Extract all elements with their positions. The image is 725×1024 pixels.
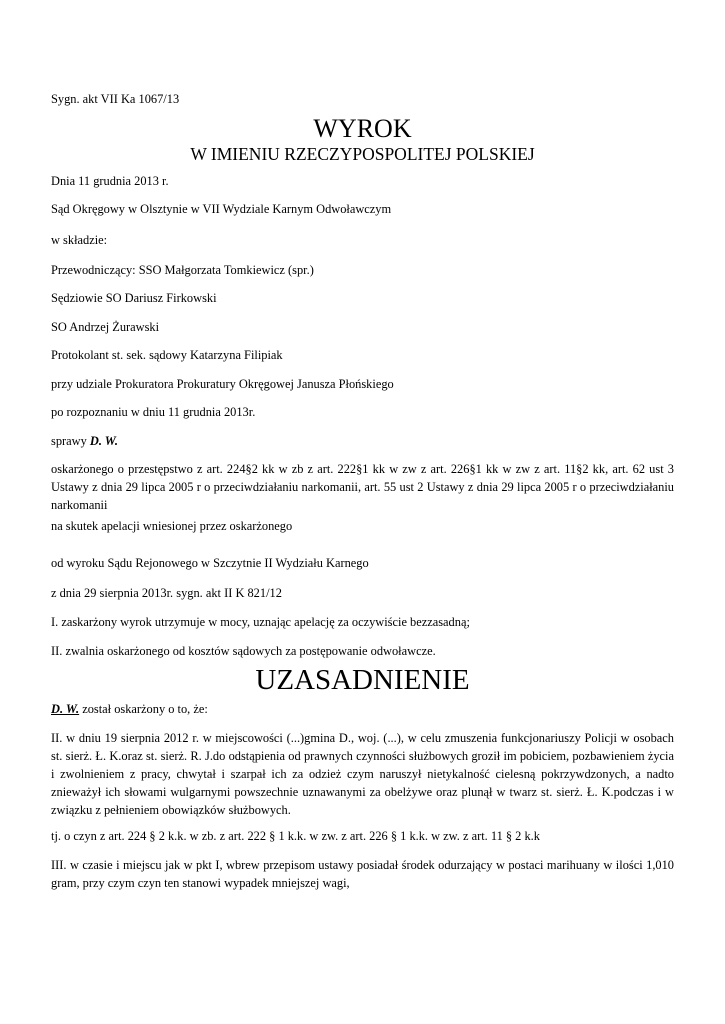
composition-label: w składzie: xyxy=(51,233,108,247)
hearing-line: po rozpoznaniu w dniu 11 grudnia 2013r. xyxy=(51,405,256,419)
court-name: Sąd Okręgowy w Olsztynie w VII Wydziale Karnym Odwoławczym xyxy=(51,202,392,216)
justification-defendant: D. W. xyxy=(51,702,80,716)
qualification-line: tj. o czyn z art. 224 § 2 k.k. w zb. z art. 222 § 1 k.k. w zw. z art. 226 § 1 k.k. w zw. z art. 11 § 2 k.k xyxy=(51,829,540,843)
charge-point-2: II. w dniu 19 sierpnia 2012 r. w miejscowości (...)gmina D., woj. (...), w celu zmuszenia funkcjonariuszy Policji w osobach st. sierż. Ł. K.oraz st. sierż. R. J.do odstąpienia od prawnych czynności służbowych groził im pobiciem, pozbawieniem życia i zwolnieniem z pracy, chwytał i szarpał ich za odzież czym naruszył nietykalność cielesną pokrzywdzonych, a nadto znieważył ich słowami wulgarnymi powszechnie uznawanymi za obelżywe oraz plunął w twarz st. sierż. Ł. K.podczas i w związku z pełnieniem obowiązków służbowych. xyxy=(51,731,674,817)
justification-intro-text: został oskarżony o to, że: xyxy=(79,702,208,716)
judgment-title: WYROK xyxy=(313,114,412,143)
charge-point-3: III. w czasie i miejscu jak w pkt I, wbrew przepisom ustawy posiadał środek odurzający w postaci marihuany w ilości 1,010 gram, przy czym czyn ten stanowi wypadek mniejszej wagi, xyxy=(51,858,674,890)
ruling-item-1: I. zaskarżony wyrok utrzymuje w mocy, uznając apelację za oczywiście bezzasadną; xyxy=(51,615,470,629)
justification-title: UZASADNIENIE xyxy=(255,664,470,696)
clerk-line: Protokolant st. sek. sądowy Katarzyna Filipiak xyxy=(51,348,283,362)
charges-paragraph: oskarżonego o przestępstwo z art. 224§2 kk w zb z art. 222§1 kk w zw z art. 226§1 kk w zw z art. 11§2 kk, art. 62 ust 3 Ustawy z dnia 29 lipca 2005 r o przeciwdziałaniu narkomanii, art. 55 ust 2 Ustawy z dnia 29 lipca 2005 r o przeciwdziałaniu narkomanii xyxy=(51,462,674,512)
prosecutor-line: przy udziale Prokuratora Prokuratury Okręgowej Janusza Płońskiego xyxy=(51,377,394,391)
chairman-line: Przewodniczący: SSO Małgorzata Tomkiewicz (spr.) xyxy=(51,263,314,277)
judge2-line: SO Andrzej Żurawski xyxy=(51,320,160,334)
case-signature: Sygn. akt VII Ka 1067/13 xyxy=(51,92,180,106)
judges-line: Sędziowie SO Dariusz Firkowski xyxy=(51,291,217,305)
ruling-item-2: II. zwalnia oskarżonego od kosztów sądowych za postępowanie odwoławcze. xyxy=(51,644,436,658)
case-line xyxy=(51,432,118,450)
defendant-name: D. W. xyxy=(89,434,119,448)
lower-date-line: z dnia 29 sierpnia 2013r. sygn. akt II K 821/12 xyxy=(51,586,282,600)
justification-intro xyxy=(51,700,208,718)
judgment-date: Dnia 11 grudnia 2013 r. xyxy=(51,174,169,188)
appeal-line: na skutek apelacji wniesionej przez oskarżonego xyxy=(51,519,293,533)
judgment-subtitle: W IMIENIU RZECZYPOSPOLITEJ POLSKIEJ xyxy=(190,144,535,164)
lower-court-line: od wyroku Sądu Rejonowego w Szczytnie II Wydziału Karnego xyxy=(51,556,369,570)
case-prefix: sprawy xyxy=(51,434,90,448)
